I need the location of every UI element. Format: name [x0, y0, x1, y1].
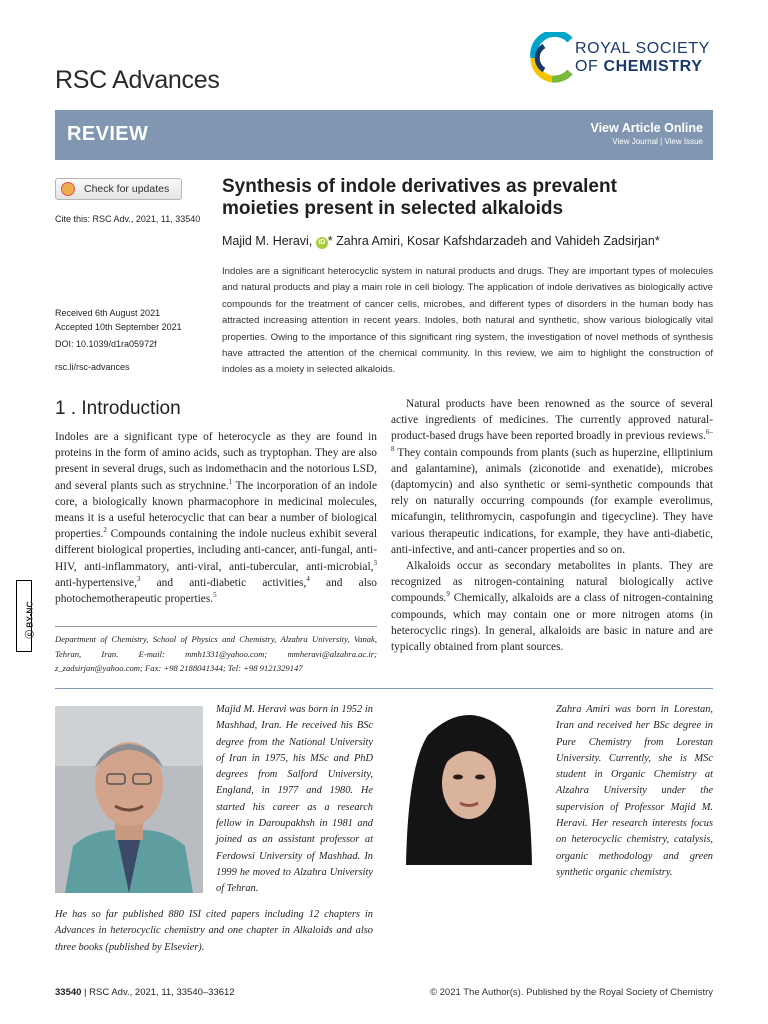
divider: [55, 626, 377, 627]
journal-link[interactable]: rsc.li/rsc-advances: [55, 362, 130, 372]
view-journal-issue-links[interactable]: View Journal | View Issue: [612, 137, 703, 146]
body-column-right: [391, 396, 713, 655]
article-title: Synthesis of indole derivatives as prevalent moieties present in selected alkaloids: [222, 176, 617, 219]
article-type: REVIEW: [67, 123, 149, 145]
publisher-name-line1: ROYAL SOCIETY: [575, 40, 710, 57]
section-heading: 1 . Introduction: [55, 398, 181, 419]
cite-this: Cite this: RSC Adv., 2021, 11, 33540: [55, 214, 201, 224]
body-column-left: [55, 429, 377, 607]
paragraph: Indoles are a significant type of heterocycle as they are found in proteins in the form of amino acids, such as tryptophan. They are also present in several drugs, such as indomethacin and the notorious LSD, and several plants such as strychnine.$^1$ The incorporation of an indole core, a biologically known pharmacophore in medicinal molecules, means it is a useful heterocyclic that can bear a number of biological properties.$^2$ Compounds containing the indole nucleus exhibit several different biological properties, including anti-cancer, anti-fungal, anti-HIV, anti-inflammatory, anti-viral, anti-tubercular, anti-microbial,$^3$ anti-hypertensive,$^3$ and anti-diabetic activities,$^4$ and also photochemotherapeutic properties.$^5$: [55, 431, 377, 606]
author-photo-amiri: [398, 705, 540, 865]
article-type-banner: [55, 110, 713, 160]
check-for-updates-label: Check for updates: [84, 183, 170, 195]
orcid-icon[interactable]: iD: [316, 237, 328, 249]
author-list: Majid M. Heravi, iD * Zahra Amiri, Kosar Kafshdarzadeh and Vahideh Zadsirjan*: [222, 234, 660, 248]
author-bio-amiri: Zahra Amiri was born in Lorestan, Iran and received her BSc degree in Pure Chemistry from Lorestan University. Currently, she is MSc student in Organic Chemistry at Alzahra University under the supervision of Professor Majid M. Heravi. Her research interests focus on heterocyclic chemistry, catalysis, organic methodology and green synthetic organic chemistry.: [556, 704, 713, 878]
view-article-online-link[interactable]: View Article Online: [590, 121, 703, 135]
journal-title: RSC Advances: [55, 66, 220, 94]
rsc-logo-icon: [530, 32, 574, 84]
page-footer-citation: 33540 | RSC Adv., 2021, 11, 33540–33612: [55, 987, 235, 998]
paragraph: Natural products have been renowned as the source of several active ingredients of medicines. The currently approved natural-product-based drugs have been reported broadly in previous reviews.$^{6-8}$ They contain compounds from plants (such as huperzine, elliptinium and galantamine), animals (ziconotide and exenatide), microbes (daptomycin) and also synthetic or semi-synthetic compounds that rely on naturally occurring compounds (for example everolimus, micafungin, telithromycin, caspofungin and tigecycline). They have various therapeutic indications, for example, they have anti-diabetic, anti-infective, and anti-cancer properties and so on.: [391, 398, 713, 556]
page-footer-copyright: © 2021 The Author(s). Published by the Royal Society of Chemistry: [430, 987, 713, 998]
divider: [55, 688, 713, 689]
license-label: ⓒ BY-NC: [24, 601, 35, 639]
affiliation-footnote: Department of Chemistry, School of Physics and Chemistry, Alzahra University, Vanak, Tehran, Iran. E-mail: mmh1331@yahoo.com; mmheravi@alzahra.ac.ir; z_zadsirjan@yahoo.com; Fax: +98 2188041344; Tel: +98 9121329147: [55, 634, 377, 674]
received-date: Received 6th August 2021: [55, 308, 161, 318]
doi[interactable]: DOI: 10.1039/d1ra05972f: [55, 339, 157, 349]
author-bio-heravi-continued: He has so far published 880 ISI cited papers including 12 chapters in Advances in heterocyclic chemistry and one chapter in Alkaloids and also three books (published by Elsevier).: [55, 909, 373, 953]
paragraph: Alkaloids occur as secondary metabolites in plants. They are recognized as nitrogen-containing natural biologically active compounds.$^9$ Chemically, alkaloids are a class of nitrogen-containing compounds, which may contain one or more nitrogen atoms (in heterocyclic rings). In general, alkaloids are basic in nature and are typically obtained from plant sources.: [391, 560, 713, 654]
check-for-updates-button[interactable]: [55, 178, 182, 200]
received-dates: [55, 306, 182, 334]
author-bio-heravi: Majid M. Heravi was born in 1952 in Mashhad, Iran. He received his BSc degree from the National University of Iran in 1975, his MSc and PhD degrees from Salford University, England, in 1977 and 1980. He started his career as a research fellow in Daroupakhsh in 1981 and joined as an assistant professor at Ferdowsi University of Mashhad. In 1999 he moved to Alzahra University of Tehran.: [216, 704, 373, 895]
accepted-date: Accepted 10th September 2021: [55, 322, 182, 332]
update-badge-icon: [61, 182, 75, 196]
publisher-name-line2: OF CHEMISTRY: [575, 58, 703, 75]
author-photo-heravi: [55, 706, 203, 893]
abstract: Indoles are a significant heterocyclic system in natural products and drugs. They are important types of molecules and natural products and play a main role in cell biology. The application of indole derivatives as biologically active compounds for the treatment of cancer cells, microbes, and different types of disorders in the human body has attracted increasing attention in recent years. Indoles, both natural and synthetic, show various biologically vital properties. Owing to the importance of this significant ring system, the investigation of novel methods of synthesis have attracted the attention of the chemical community. In this review, we aim to highlight the construction of indoles as a moiety in selected alkaloids.: [222, 266, 713, 376]
